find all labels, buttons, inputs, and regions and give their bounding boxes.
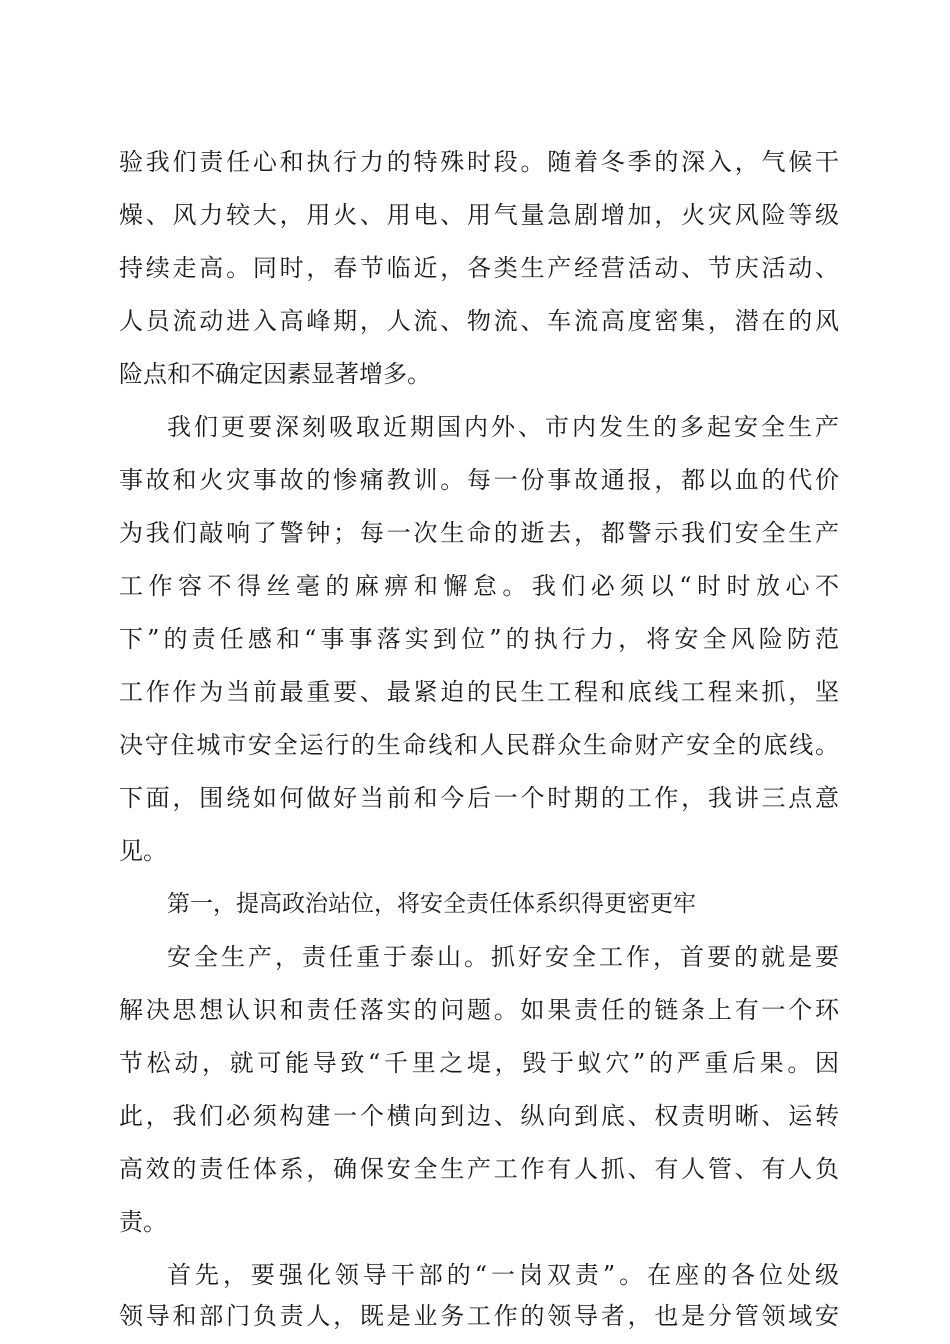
paragraph-first-line: 我们更要深刻吸取近期国内外、市内发生的多起安全生产 [167,413,839,441]
body-text-line: 下面，围绕如何做好当前和今后一个时期的工作，我讲三点意 [119,784,839,812]
body-text-line: 领导和部门负责人，既是业务工作的领导者，也是分管领域安 [119,1302,839,1330]
body-text-line: 人员流动进入高峰期，人流、物流、车流高度密集，潜在的风 [119,307,839,335]
body-text-line: 责。 [119,1208,167,1236]
body-text-line: 此，我们必须构建一个横向到边、纵向到底、权责明晰、运转 [119,1102,839,1130]
body-text-line: 下”的责任感和“事事落实到位”的执行力，将安全风险防范 [119,625,839,653]
body-text-line: 事故和火灾事故的惨痛教训。每一份事故通报，都以血的代价 [119,466,839,494]
paragraph-first-line: 首先，要强化领导干部的“一岗双责”。在座的各位处级 [167,1261,839,1289]
body-text-line: 燥、风力较大，用火、用电、用气量急剧增加，火灾风险等级 [119,201,839,229]
body-text-line: 工作作为当前最重要、最紧迫的民生工程和底线工程来抓，坚 [119,678,839,706]
paragraph-first-line: 安全生产，责任重于泰山。抓好安全工作，首要的就是要 [167,943,839,971]
body-text-line: 见。 [119,837,167,865]
body-text-line: 决守住城市安全运行的生命线和人民群众生命财产安全的底线。 [119,731,839,759]
body-text-line: 高效的责任体系，确保安全生产工作有人抓、有人管、有人负 [119,1155,839,1183]
body-text-line: 持续走高。同时，春节临近，各类生产经营活动、节庆活动、 [119,254,839,282]
body-text-line: 解决思想认识和责任落实的问题。如果责任的链条上有一个环 [119,996,839,1024]
body-text-line: 险点和不确定因素显著增多。 [119,360,431,388]
body-text-line: 工作容不得丝毫的麻痹和懈怠。我们必须以“时时放心不 [119,572,839,600]
body-text-line: 验我们责任心和执行力的特殊时段。随着冬季的深入，气候干 [119,148,839,176]
section-heading: 第一，提高政治站位，将安全责任体系织得更密更牢 [167,891,696,917]
body-text-line: 为我们敲响了警钟；每一次生命的逝去，都警示我们安全生产 [119,519,839,547]
body-text-line: 节松动，就可能导致“千里之堤，毁于蚁穴”的严重后果。因 [119,1049,839,1077]
